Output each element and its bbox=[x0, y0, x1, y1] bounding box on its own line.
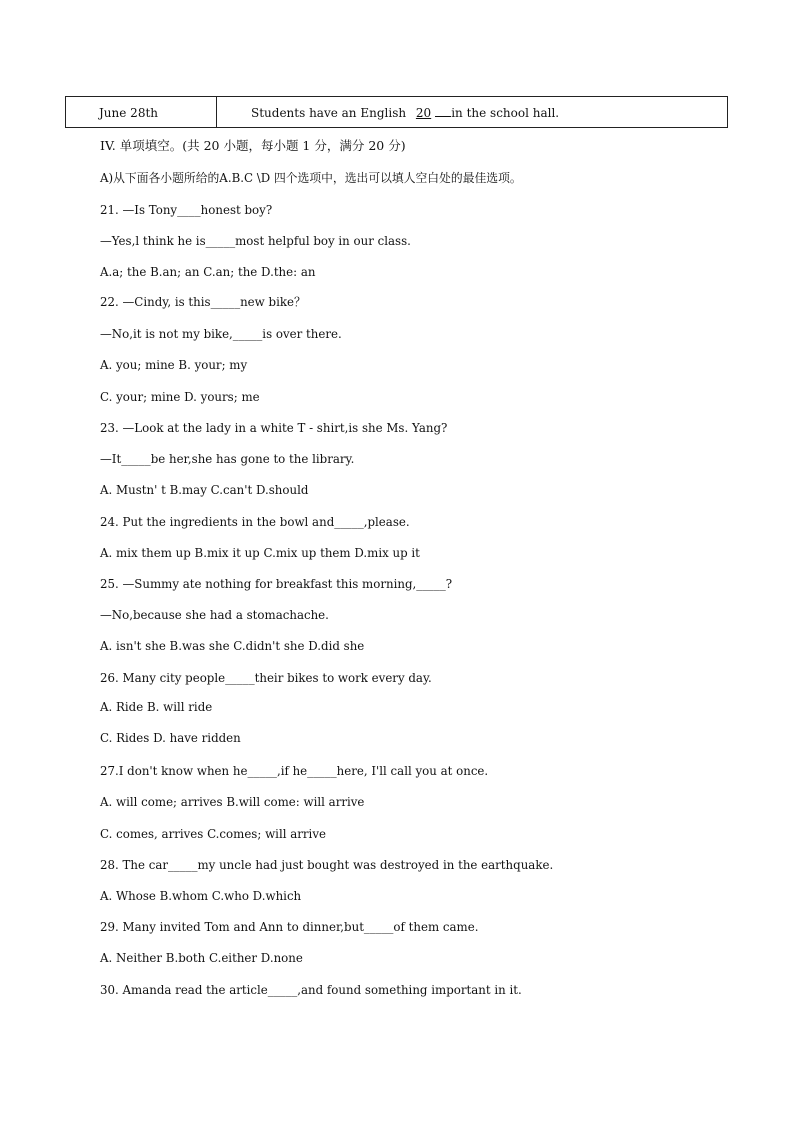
question-line: A.a; the B.an; an C.an; the D.the: an bbox=[100, 265, 316, 279]
question-line: A. will come; arrives B.will come: will arrive bbox=[100, 795, 365, 809]
question-line: A. Mustn' t B.may C.can't D.should bbox=[100, 483, 309, 497]
question-line: A. mix them up B.mix it up C.mix up them D.mix up it bbox=[100, 546, 420, 560]
event-text-before: Students have an English bbox=[251, 106, 410, 120]
schedule-table bbox=[65, 96, 728, 128]
section-heading: IV. 单项填空。(共 20 小题，每小题 1 分，满分 20 分) bbox=[100, 138, 406, 153]
question-line: 27.I don't know when he_____,if he_____here, I'll call you at once. bbox=[100, 764, 489, 778]
question-line: A. Ride B. will ride bbox=[100, 700, 213, 714]
schedule-event-cell bbox=[217, 97, 727, 127]
question-line: 23. —Look at the lady in a white T - shirt,is she Ms. Yang? bbox=[100, 421, 448, 435]
question-line: —It_____be her,she has gone to the library. bbox=[100, 452, 355, 466]
schedule-date-cell: June 28th bbox=[66, 97, 217, 127]
question-line: C. your; mine D. yours; me bbox=[100, 390, 260, 404]
section-instruction: A)从下面各小题所给的A.B.C \D 四个选项中，选出可以填人空白处的最佳选项。 bbox=[100, 171, 522, 185]
question-line: 22. —Cindy, is this_____new bike？ bbox=[100, 295, 306, 309]
question-line: A. Whose B.whom C.who D.which bbox=[100, 889, 302, 903]
question-line: 28. The car_____my uncle had just bought was destroyed in the earthquake. bbox=[100, 858, 554, 872]
question-line: 26. Many city people_____their bikes to work every day. bbox=[100, 671, 432, 685]
question-line: A. you; mine B. your; my bbox=[100, 358, 248, 372]
blank-underline bbox=[435, 106, 451, 117]
question-line: C. comes, arrives C.comes; will arrive bbox=[100, 827, 326, 841]
question-line: 30. Amanda read the article_____,and found something important in it. bbox=[100, 983, 522, 997]
question-line: —No,it is not my bike,_____is over there. bbox=[100, 327, 342, 341]
question-line: A. isn't she B.was she C.didn't she D.did she bbox=[100, 639, 365, 653]
blank-number: 20 bbox=[415, 106, 432, 120]
question-line: 21. —Is Tony____honest boy? bbox=[100, 203, 273, 217]
question-line: —No,because she had a stomachache. bbox=[100, 608, 329, 622]
question-line: —Yes,l think he is_____most helpful boy in our class. bbox=[100, 234, 411, 248]
question-line: 25. —Summy ate nothing for breakfast this morning,_____? bbox=[100, 577, 453, 591]
question-line: C. Rides D. have ridden bbox=[100, 731, 241, 745]
event-text-after: in the school hall. bbox=[451, 106, 560, 120]
question-line: 29. Many invited Tom and Ann to dinner,but_____of them came. bbox=[100, 920, 479, 934]
question-line: A. Neither B.both C.either D.none bbox=[100, 951, 303, 965]
question-line: 24. Put the ingredients in the bowl and_____,please. bbox=[100, 515, 410, 529]
